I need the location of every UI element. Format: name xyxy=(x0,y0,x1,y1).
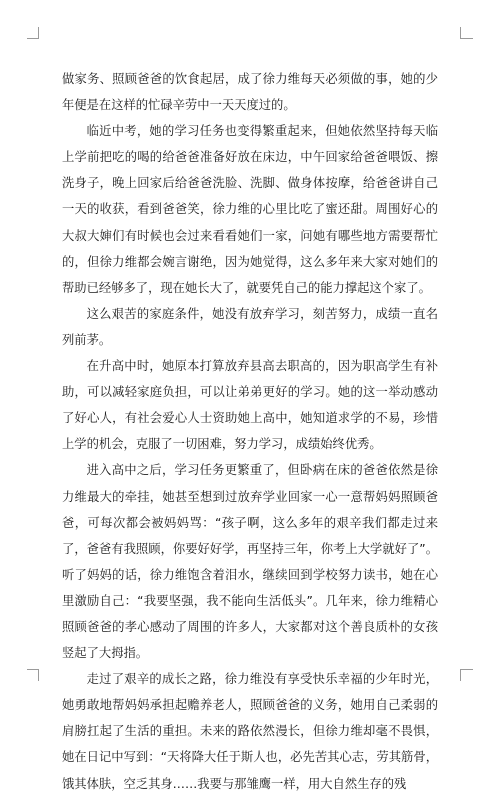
paragraph-3: 这么艰苦的家庭条件，她没有放弃学习，刻苦努力，成绩一直名列前茅。 xyxy=(62,306,438,347)
crop-mark-bottom-right-horizontal xyxy=(461,669,473,670)
paragraph-5: 进入高中之后，学习任务更繁重了，但卧病在床的爸爸依然是徐力维最大的牵挂，她甚至想到过放弃学业回家一心一意帮妈妈照顾爸爸，可每次都会被妈妈骂：“孩子啊，这么多年的艰辛我们都走过来了，爸爸有我照顾，你要好好学，再坚持三年，你考上大学就好了”。听了妈妈的话，徐力维饱含着泪水，继续回到学校努力读书，她在心里激励自己：“我要坚强，我不能向生活低头”。几年来，徐力维精心照顾爸爸的孝心感动了周围的许多人，大家都对这个善良质朴的女孩竖起了大拇指。 xyxy=(62,463,438,661)
paragraph-1: 做家务、照顾爸爸的饮食起居，成了徐力维每天必须做的事，她的少年便是在这样的忙碌辛劳中一天天度过的。 xyxy=(62,72,438,113)
body-text xyxy=(62,66,438,797)
crop-mark-top-left-horizontal xyxy=(27,38,39,39)
crop-mark-top-right-horizontal xyxy=(461,38,473,39)
paragraph-2: 临近中考，她的学习任务也变得繁重起来，但她依然坚持每天临上学前把吃的喝的给爸爸准备好放在床边，中午回家给爸爸喂饭、擦洗身子，晚上回家后给爸爸洗脸、洗脚、做身体按摩，给爸爸讲自己一天的收获，看到爸爸笑，徐力维的心里比吃了蜜还甜。周围好心的大叔大婶们有时候也会过来看看她们一家，问她有哪些地方需要帮忙的，但徐力维都会婉言谢绝，因为她觉得，这么多年来大家对她们的帮助已经够多了，现在她长大了，就要凭自己的能力撑起这个家了。 xyxy=(62,124,438,295)
paragraph-4: 在升高中时，她原本打算放弃县高去职高的，因为职高学生有补助，可以减轻家庭负担，可以让弟弟更好的学习。她的这一举动感动了好心人，有社会爱心人士资助她上高中，她知道求学的不易，珍惜上学的机会，克服了一切困难，努力学习，成绩始终优秀。 xyxy=(62,359,438,452)
crop-mark-bottom-left-horizontal xyxy=(27,669,39,670)
crop-mark-bottom-right-vertical xyxy=(460,669,461,681)
crop-mark-bottom-left-vertical xyxy=(38,669,39,681)
paragraph-6: 走过了艰辛的成长之路，徐力维没有享受快乐幸福的少年时光，她勇敢地帮妈妈承担起赡养老人，照顾爸爸的义务，她用自己柔弱的肩膀扛起了生活的重担。未来的路依然漫长，但徐力维却毫不畏惧，她在日记中写到：“天将降大任于斯人也，必先苦其心志，劳其筋骨，饿其体肤，空乏其身……我要与那雏鹰一样，用大自然生存的残 xyxy=(62,672,438,791)
